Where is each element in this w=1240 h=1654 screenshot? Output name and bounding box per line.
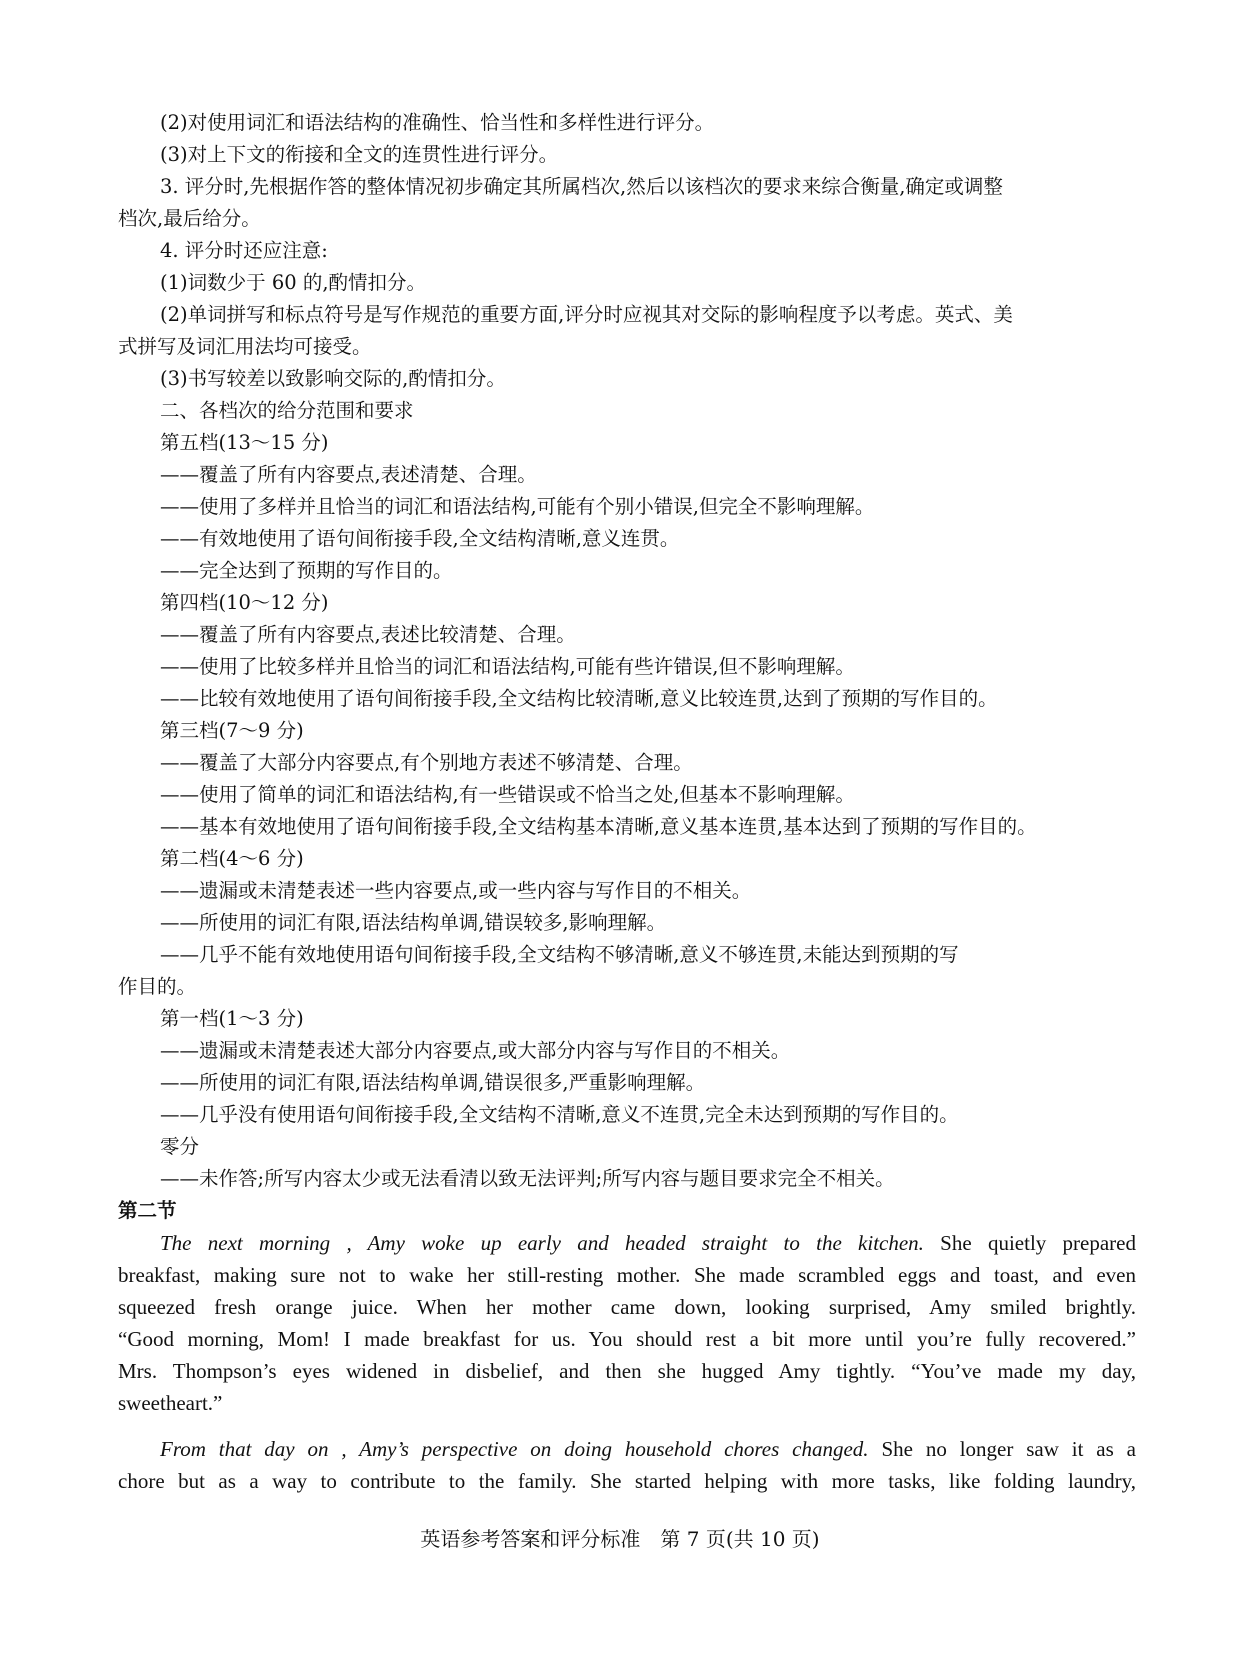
level-criterion: ——比较有效地使用了语句间衔接手段,全文结构比较清晰,意义比较连贯,达到了预期的写作目的。	[160, 687, 998, 710]
section-2-heading: 第二节	[118, 1199, 177, 1222]
criteria-line: (3)对上下文的衔接和全文的连贯性进行评分。	[160, 143, 559, 166]
section-heading: 二、各档次的给分范围和要求	[160, 399, 414, 422]
essay-line	[160, 1432, 1136, 1466]
level-criterion: ——未作答;所写内容太少或无法看清以致无法评判;所写内容与题目要求完全不相关。	[160, 1167, 895, 1190]
essay-line: chore but as a way to contribute to the family. She started helping with more tasks, like folding laundry,	[118, 1469, 1136, 1493]
level-criterion: ——有效地使用了语句间衔接手段,全文结构清晰,意义连贯。	[160, 527, 680, 550]
scoring-step-3: 3. 评分时,先根据作答的整体情况初步确定其所属档次,然后以该档次的要求来综合衡量,确定或调整	[160, 175, 1003, 198]
level-criterion: ——使用了简单的词汇和语法结构,有一些错误或不恰当之处,但基本不影响理解。	[160, 783, 855, 806]
note-line: (2)单词拼写和标点符号是写作规范的重要方面,评分时应视其对交际的影响程度予以考虑。英式、美	[160, 303, 1013, 326]
essay-italic-opening: From that day on , Amy’s perspective on doing household chores changed.	[160, 1437, 869, 1461]
level-heading: 第五档(13～15 分)	[160, 431, 329, 454]
note-line: (3)书写较差以致影响交际的,酌情扣分。	[160, 367, 506, 390]
level-criterion: ——覆盖了大部分内容要点,有个别地方表述不够清楚、合理。	[160, 751, 693, 774]
essay-text: She no longer saw it as a	[868, 1437, 1136, 1461]
level-criterion: ——使用了比较多样并且恰当的词汇和语法结构,可能有些许错误,但不影响理解。	[160, 655, 855, 678]
level-criterion: ——遗漏或未清楚表述一些内容要点,或一些内容与写作目的不相关。	[160, 879, 752, 902]
level-criterion: ——所使用的词汇有限,语法结构单调,错误很多,严重影响理解。	[160, 1071, 706, 1094]
page-footer: 英语参考答案和评分标准 第 7 页(共 10 页)	[420, 1527, 820, 1551]
essay-text: She quietly prepared	[923, 1231, 1136, 1255]
level-criterion: ——覆盖了所有内容要点,表述清楚、合理。	[160, 463, 537, 486]
essay-italic-opening: The next morning , Amy woke up early and headed straight to the kitchen.	[160, 1231, 924, 1255]
level-criterion: ——所使用的词汇有限,语法结构单调,错误较多,影响理解。	[160, 911, 667, 934]
level-heading: 第一档(1～3 分)	[160, 1007, 304, 1030]
level-criterion: ——使用了多样并且恰当的词汇和语法结构,可能有个别小错误,但完全不影响理解。	[160, 495, 875, 518]
essay-line: Mrs. Thompson’s eyes widened in disbelief, and then she hugged Amy tightly. “You’ve made my day,	[118, 1359, 1136, 1383]
essay-line: breakfast, making sure not to wake her still-resting mother. She made scrambled eggs and toast, and even	[118, 1263, 1136, 1287]
essay-line: “Good morning, Mom! I made breakfast for us. You should rest a bit more until you’re fully recovered.”	[118, 1327, 1136, 1351]
level-heading: 第四档(10～12 分)	[160, 591, 329, 614]
level-criterion: ——遗漏或未清楚表述大部分内容要点,或大部分内容与写作目的不相关。	[160, 1039, 791, 1062]
level-criterion: ——几乎不能有效地使用语句间衔接手段,全文结构不够清晰,意义不够连贯,未能达到预期的写	[160, 943, 959, 966]
essay-line: squeezed fresh orange juice. When her mother came down, looking surprised, Amy smiled brightly.	[118, 1295, 1136, 1319]
note-line-cont: 式拼写及词汇用法均可接受。	[118, 335, 372, 358]
level-heading: 第二档(4～6 分)	[160, 847, 304, 870]
essay-line	[160, 1226, 1136, 1260]
level-criterion: ——覆盖了所有内容要点,表述比较清楚、合理。	[160, 623, 576, 646]
level-criterion: ——几乎没有使用语句间衔接手段,全文结构不清晰,意义不连贯,完全未达到预期的写作目的。	[160, 1103, 959, 1126]
note-line: (1)词数少于 60 的,酌情扣分。	[160, 271, 427, 294]
level-criterion: ——完全达到了预期的写作目的。	[160, 559, 453, 582]
scoring-step-3-cont: 档次,最后给分。	[118, 207, 261, 230]
criteria-line: (2)对使用词汇和语法结构的准确性、恰当性和多样性进行评分。	[160, 111, 715, 134]
level-criterion: ——基本有效地使用了语句间衔接手段,全文结构基本清晰,意义基本连贯,基本达到了预期的写作目的。	[160, 815, 1037, 838]
essay-line: sweetheart.”	[118, 1391, 223, 1415]
level-heading: 零分	[160, 1135, 200, 1158]
scoring-step-4: 4. 评分时还应注意:	[160, 239, 328, 262]
level-criterion-cont: 作目的。	[118, 975, 197, 998]
level-heading: 第三档(7～9 分)	[160, 719, 304, 742]
